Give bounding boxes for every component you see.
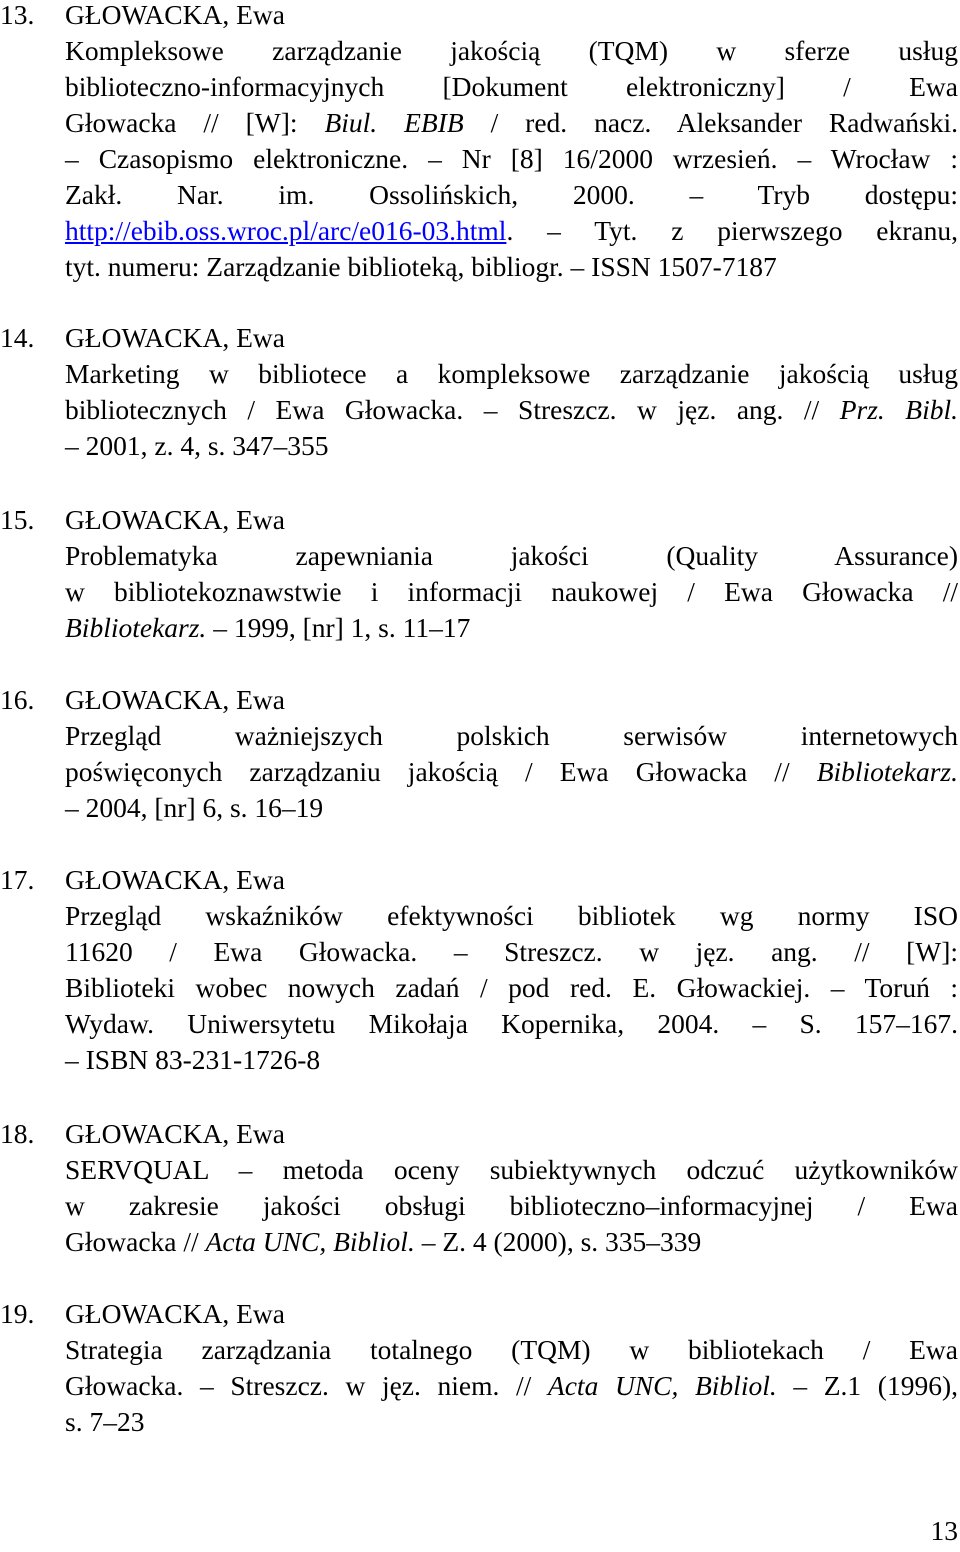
entry-text-line: [65, 610, 958, 646]
entry-author: GŁOWACKA, Ewa: [65, 1298, 285, 1329]
entry-number: 17.: [0, 864, 35, 895]
text-segment: – Z. 4 (2000), s. 335–339: [414, 1226, 702, 1257]
text-segment: Wydaw. Uniwersytetu Mikołaja Kopernika, 2004. – S. 157–167.: [65, 1008, 958, 1039]
entry-text-line: [65, 970, 958, 1006]
entry-text-line: [65, 898, 958, 934]
entry-description: [65, 1332, 958, 1440]
journal-title: Acta UNC, Bibliol.: [547, 1370, 777, 1401]
text-segment: w bibliotekoznawstwie i informacji naukowej / Ewa Głowacka //: [65, 576, 958, 607]
text-segment: biblioteczno-informacyjnych [Dokument elektroniczny] / Ewa: [65, 71, 958, 102]
entry-text-line: [65, 1006, 958, 1042]
entry-text-line: [65, 141, 958, 177]
text-segment: SERVQUAL – metoda oceny subiektywnych odczuć użytkowników: [65, 1154, 958, 1185]
entry-number: 18.: [0, 1118, 35, 1149]
entry-description: [65, 538, 958, 646]
entry-number: 16.: [0, 684, 35, 715]
entry-author: GŁOWACKA, Ewa: [65, 684, 285, 715]
text-segment: Problematyka zapewniania jakości (Quality Assurance): [65, 540, 958, 571]
text-segment: Głowacka // [W]:: [65, 107, 325, 138]
text-segment: Przegląd ważniejszych polskich serwisów internetowych: [65, 720, 958, 751]
text-segment: Kompleksowe zarządzanie jakością (TQM) w sferze usług: [65, 35, 958, 66]
entry-text-line: [65, 105, 958, 141]
entry-text-line: [65, 1404, 958, 1440]
entry-text-line: [65, 1224, 958, 1260]
text-segment: poświęconych zarządzaniu jakością / Ewa Głowacka //: [65, 756, 817, 787]
entry-text-line: [65, 718, 958, 754]
entry-heading: [0, 682, 960, 718]
entry-text-line: [65, 1152, 958, 1188]
entry-text-line: [65, 249, 958, 285]
entry-text-line: [65, 790, 958, 826]
entry-text-line: [65, 934, 958, 970]
text-segment: Strategia zarządzania totalnego (TQM) w bibliotekach / Ewa: [65, 1334, 958, 1365]
journal-title: Bibliotekarz.: [816, 756, 958, 787]
text-segment: – 2001, z. 4, s. 347–355: [65, 430, 329, 461]
text-segment: s. 7–23: [65, 1406, 145, 1437]
text-segment: – Z.1 (1996),: [776, 1370, 958, 1401]
journal-title: Bibliotekarz.: [65, 612, 207, 643]
entry-description: [65, 898, 958, 1078]
entry-text-line: [65, 538, 958, 574]
url-link[interactable]: http://ebib.oss.wroc.pl/arc/e016-03.html: [65, 215, 507, 246]
entry-author: GŁOWACKA, Ewa: [65, 864, 285, 895]
entry-text-line: [65, 754, 958, 790]
text-segment: Głowacka. – Streszcz. w jęz. niem. //: [65, 1370, 548, 1401]
entry-author: GŁOWACKA, Ewa: [65, 0, 285, 30]
bibliography-entry: [0, 320, 960, 464]
text-segment: bibliotecznych / Ewa Głowacka. – Streszcz. w jęz. ang. //: [65, 394, 840, 425]
entry-text-line: [65, 1332, 958, 1368]
entry-heading: [0, 1296, 960, 1332]
bibliography-entry: [0, 1116, 960, 1260]
entry-description: [65, 356, 958, 464]
entry-heading: [0, 1116, 960, 1152]
entry-text-line: [65, 177, 958, 213]
journal-title: Acta UNC, Bibliol.: [205, 1226, 415, 1257]
entry-description: [65, 718, 958, 826]
entry-text-line: [65, 1368, 958, 1404]
entry-text-line: [65, 1188, 958, 1224]
entry-heading: [0, 0, 960, 33]
text-segment: 11620 / Ewa Głowacka. – Streszcz. w jęz. ang. // [W]:: [65, 936, 958, 967]
entry-author: GŁOWACKA, Ewa: [65, 322, 285, 353]
entry-number: 15.: [0, 504, 35, 535]
bibliography-entry: [0, 502, 960, 646]
text-segment: . – Tyt. z pierwszego ekranu,: [506, 215, 958, 246]
text-segment: / red. nacz. Aleksander Radwański.: [463, 107, 958, 138]
entry-text-line: [65, 392, 958, 428]
text-segment: w zakresie jakości obsługi biblioteczno–informacyjnej / Ewa: [65, 1190, 958, 1221]
bibliography-entry: [0, 682, 960, 826]
journal-title: Biul. EBIB: [324, 107, 464, 138]
entry-text-line: [65, 33, 958, 69]
entry-text-line: [65, 213, 958, 249]
entry-author: GŁOWACKA, Ewa: [65, 1118, 285, 1149]
text-segment: Przegląd wskaźników efektywności bibliotek wg normy ISO: [65, 900, 958, 931]
entry-number: 19.: [0, 1298, 35, 1329]
entry-description: [65, 1152, 958, 1260]
entry-text-line: [65, 428, 958, 464]
text-segment: Głowacka //: [65, 1226, 206, 1257]
bibliography-entry: [0, 0, 960, 285]
entry-heading: [0, 502, 960, 538]
bibliography-entry: [0, 862, 960, 1078]
text-segment: Biblioteki wobec nowych zadań / pod red. E. Głowackiej. – Toruń :: [65, 972, 958, 1003]
bibliography-entry: [0, 1296, 960, 1440]
text-segment: tyt. numeru: Zarządzanie biblioteką, bibliogr. – ISSN 1507-7187: [65, 251, 777, 282]
entry-number: 13.: [0, 0, 35, 30]
entry-heading: [0, 862, 960, 898]
entry-text-line: [65, 69, 958, 105]
entry-text-line: [65, 574, 958, 610]
text-segment: Marketing w bibliotece a kompleksowe zarządzanie jakością usług: [65, 358, 958, 389]
journal-title: Prz. Bibl.: [839, 394, 958, 425]
text-segment: – Czasopismo elektroniczne. – Nr [8] 16/2000 wrzesień. – Wrocław :: [65, 143, 958, 174]
text-segment: – 2004, [nr] 6, s. 16–19: [65, 792, 324, 823]
entry-text-line: [65, 356, 958, 392]
entry-text-line: [65, 1042, 958, 1078]
text-segment: Zakł. Nar. im. Ossolińskich, 2000. – Tryb dostępu:: [65, 179, 958, 210]
text-segment: – ISBN 83-231-1726-8: [65, 1044, 321, 1075]
page-number: 13: [930, 1515, 958, 1546]
entry-author: GŁOWACKA, Ewa: [65, 504, 285, 535]
entry-number: 14.: [0, 322, 35, 353]
entry-description: [65, 33, 958, 285]
text-segment: – 1999, [nr] 1, s. 11–17: [206, 612, 471, 643]
entry-heading: [0, 320, 960, 356]
